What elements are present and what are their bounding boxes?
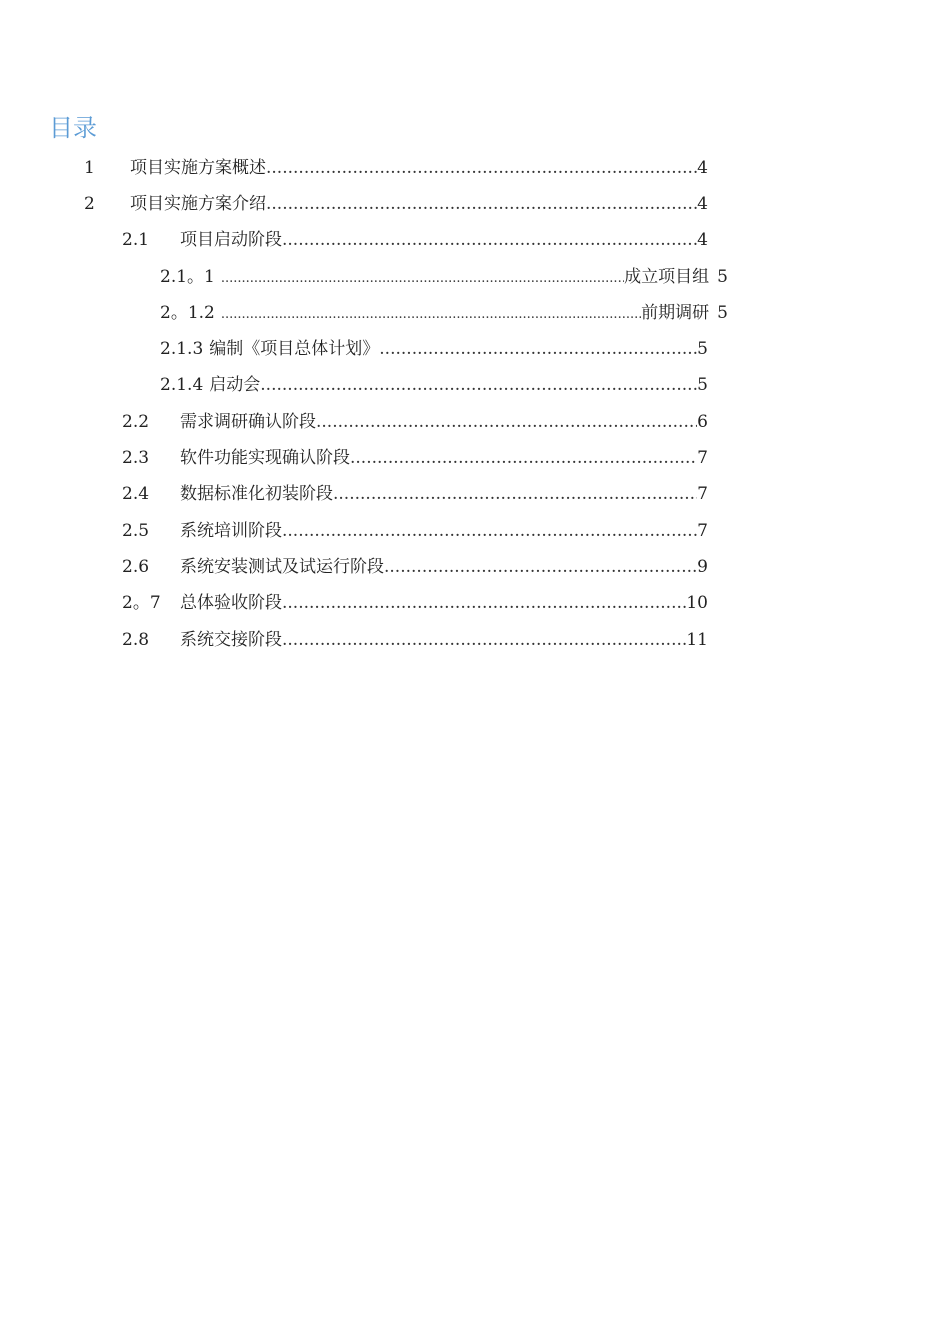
toc-entry-title: 总体验收阶段 bbox=[180, 593, 282, 613]
toc-entry[interactable] bbox=[160, 264, 728, 290]
toc-entry-page: 11 bbox=[686, 630, 708, 650]
toc-dot-leader bbox=[384, 554, 697, 580]
toc-dot-leader bbox=[260, 372, 697, 398]
toc-entry[interactable] bbox=[122, 445, 708, 471]
toc-dot-leader bbox=[221, 302, 641, 328]
toc-entry-number: 2.6 bbox=[122, 557, 150, 577]
toc-entry[interactable] bbox=[84, 191, 708, 217]
toc-entry-title: 需求调研确认阶段 bbox=[180, 412, 316, 432]
toc-dot-leader bbox=[282, 227, 697, 253]
toc-entry-number: 2.1 bbox=[122, 230, 150, 250]
toc-entry-number: 2.3 bbox=[122, 448, 150, 468]
toc-entry[interactable] bbox=[122, 627, 708, 653]
toc-entry-number: 2.4 bbox=[122, 484, 150, 504]
toc-entry-title: 前期调研 bbox=[641, 303, 710, 323]
toc-entry[interactable] bbox=[122, 227, 708, 253]
toc-entry-page: 4 bbox=[697, 194, 708, 214]
toc-entry-page: 5 bbox=[697, 375, 708, 395]
toc-entry-number: 1 bbox=[84, 158, 95, 178]
toc-entry-title: 系统交接阶段 bbox=[180, 630, 282, 650]
toc-entry[interactable] bbox=[160, 300, 728, 326]
toc-dot-leader bbox=[221, 266, 624, 292]
toc-entry-page: 5 bbox=[717, 303, 728, 323]
toc-entry-page: 6 bbox=[697, 412, 708, 432]
toc-entry-page: 4 bbox=[697, 230, 708, 250]
toc-title: 目录 bbox=[49, 114, 97, 142]
toc-entry-number: 2.1。1 bbox=[160, 267, 215, 287]
toc-dot-leader bbox=[266, 155, 697, 181]
toc-entry-page: 4 bbox=[697, 158, 708, 178]
toc-entry-page: 5 bbox=[697, 339, 708, 359]
toc-entry-number: 2.5 bbox=[122, 521, 150, 541]
toc-entry-page: 5 bbox=[717, 267, 728, 287]
toc-entry-page: 7 bbox=[697, 521, 708, 541]
toc-entry-title: 系统安装测试及试运行阶段 bbox=[180, 557, 384, 577]
toc-entry-title: 数据标准化初装阶段 bbox=[180, 484, 333, 504]
toc-entry-number: 2.1.3 bbox=[160, 339, 204, 359]
toc-entry-title: 编制《项目总体计划》 bbox=[209, 339, 380, 359]
toc-dot-leader bbox=[282, 518, 697, 544]
toc-entry-number: 2 bbox=[84, 194, 95, 214]
toc-entry-page: 9 bbox=[697, 557, 708, 577]
toc-entry[interactable] bbox=[122, 409, 708, 435]
toc-entry-title: 成立项目组 bbox=[624, 267, 710, 287]
toc-entry[interactable] bbox=[122, 554, 708, 580]
toc-entry[interactable] bbox=[160, 372, 708, 398]
toc-entry-number: 2.1.4 bbox=[160, 375, 204, 395]
toc-entry-title: 项目启动阶段 bbox=[180, 230, 282, 250]
toc-dot-leader bbox=[350, 445, 697, 471]
toc-dot-leader bbox=[379, 336, 697, 362]
toc-entry-title: 软件功能实现确认阶段 bbox=[180, 448, 350, 468]
toc-entry-number: 2.8 bbox=[122, 630, 150, 650]
toc-entry-page: 7 bbox=[697, 448, 708, 468]
toc-entry-page: 7 bbox=[697, 484, 708, 504]
toc-entry-page: 10 bbox=[686, 593, 708, 613]
toc-entry[interactable] bbox=[122, 481, 708, 507]
toc-entry-title: 项目实施方案介绍 bbox=[130, 194, 266, 214]
toc-entry[interactable] bbox=[160, 336, 708, 362]
toc-entry-number: 2.2 bbox=[122, 412, 150, 432]
toc-entry-title: 项目实施方案概述 bbox=[130, 158, 266, 178]
toc-entry[interactable] bbox=[122, 518, 708, 544]
toc-entry-title: 系统培训阶段 bbox=[180, 521, 282, 541]
toc-dot-leader bbox=[282, 590, 686, 616]
toc-entry-number: 2。7 bbox=[122, 593, 161, 613]
toc-entry-number: 2。1.2 bbox=[160, 303, 215, 323]
toc-entry[interactable] bbox=[122, 590, 708, 616]
toc-entry[interactable] bbox=[84, 155, 708, 181]
toc-dot-leader bbox=[266, 191, 697, 217]
toc-dot-leader bbox=[333, 481, 697, 507]
toc-entry-title: 启动会 bbox=[209, 375, 261, 395]
toc-dot-leader bbox=[316, 409, 697, 435]
toc-dot-leader bbox=[282, 627, 686, 653]
